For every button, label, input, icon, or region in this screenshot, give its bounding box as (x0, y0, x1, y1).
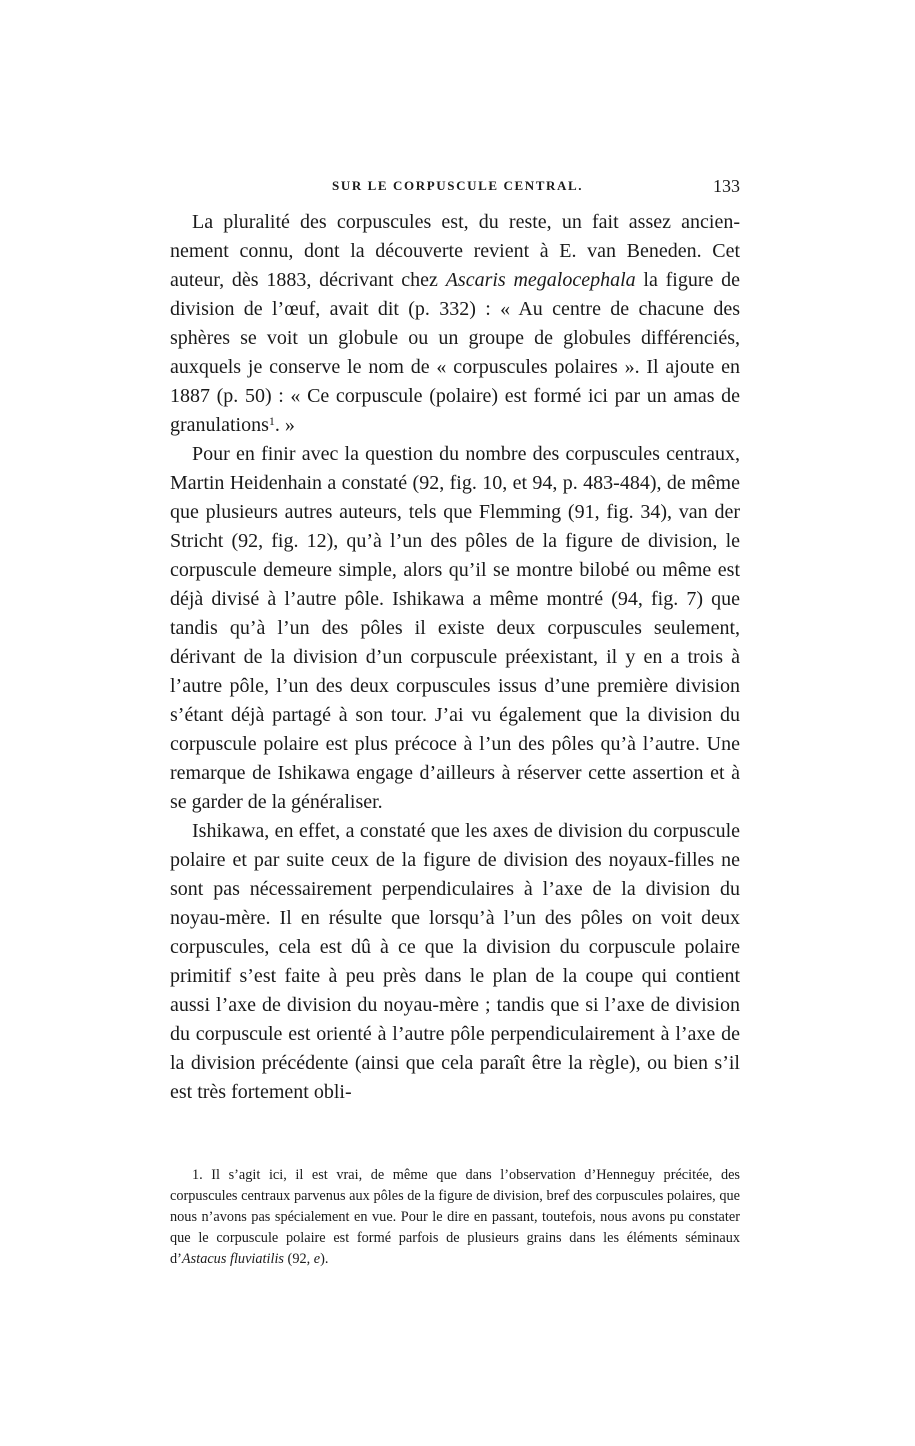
footnote-text-b: (92, (283, 1251, 314, 1267)
footnote-ref: 1 (268, 414, 275, 428)
species-name-astacus: Astacus fluviatilis (181, 1251, 284, 1267)
paragraph-3: Ishikawa, en effet, a constaté que les axes de division du corpuscule polaire et par suite ceux de la figure de division des noyaux-filles ne sont pas nécessairement perpendiculaires à l’axe de la division du noyau-mère. Il en résulte que lorsqu’à l’un des pôles on voit deux corpuscules, cela est dû à ce que la division du corpuscule polaire primitif s’est faite à peu près dans le plan de la coupe qui contient aussi l’axe de division du noyau-mère ; tandis que si l’axe de division du corpuscule est orienté à l’autre pôle perpendiculairement à l’axe de la division précédente (ainsi que cela paraît être la règle), ou bien s’il est très fortement obli- (170, 820, 740, 1103)
footnote-text-c: ). (320, 1251, 329, 1267)
paragraph-2: Pour en finir avec la question du nombre des corpuscules centraux, Martin Heidenhain a constaté (92, fig. 10, et 94, p. 483-484), de même que plusieurs autres auteurs, tels que Flemming (91, fig. 34), van der Stricht (92, fig. 12), qu’à l’un des pôles de la figure de division, le corpuscule demeure simple, alors qu’il se montre bilobé ou même est déjà divisé à l’autre pôle. Ishikawa a même montré (94, fig. 7) que tandis qu’à l’un des pôles il existe deux corpuscules seulement, dérivant de la division d’un corpuscule préexistant, il y en a trois à l’autre pôle, l’un des deux corpuscules issus d’une première division s’étant déjà partagé à son tour. J’ai vu également que la division du corpuscule polaire est plus précoce à l’un des pôles qu’à l’autre. Une remarque de Ishikawa engage d’ailleurs à réserver cette assertion et à se garder de la généraliser. (170, 443, 740, 813)
species-name-ascaris: Ascaris megalocephala (445, 269, 636, 291)
footnote-text-a: 1. Il s’agit ici, il est vrai, de même que dans l’observation d’Henneguy précitée, des corpuscules centraux parvenus aux pôles de la figure de division, bref des corpuscules polaires, que nous n’avons pas spécialement en vue. Pour le dire en passant, toutefois, nous avons pu constater que le corpuscule polaire est formé parfois de plusieurs grains dans les éléments séminaux d’ (170, 1167, 740, 1267)
body-text (170, 208, 740, 1107)
paragraph-1-text-b: la figure de division de l’œuf, avait dit (p. 332) : « Au centre de chacune des sphères se voit un globule ou un groupe de globules différenciés, auxquels je conserve le nom de « corpuscules polaires ». Il ajoute en 1887 (p. 50) : « Ce corpuscule (polaire) est formé ici par un amas de granulations (170, 269, 740, 436)
footnote-figure-letter: e (313, 1251, 321, 1267)
paragraph-1-text-c: . » (274, 414, 295, 436)
paragraph-1-text-a: La pluralité des corpuscules est, du reste, un fait assez anciennement connu, dont la découverte revient à E. van Beneden. Cet auteur, dès 1883, décrivant chez (170, 211, 740, 291)
page-number: 133 (713, 176, 740, 196)
paragraph-1 (170, 208, 740, 440)
running-title: SUR LE CORPUSCULE CENTRAL. (332, 178, 584, 193)
footnote (170, 1165, 740, 1270)
running-head (170, 178, 740, 198)
